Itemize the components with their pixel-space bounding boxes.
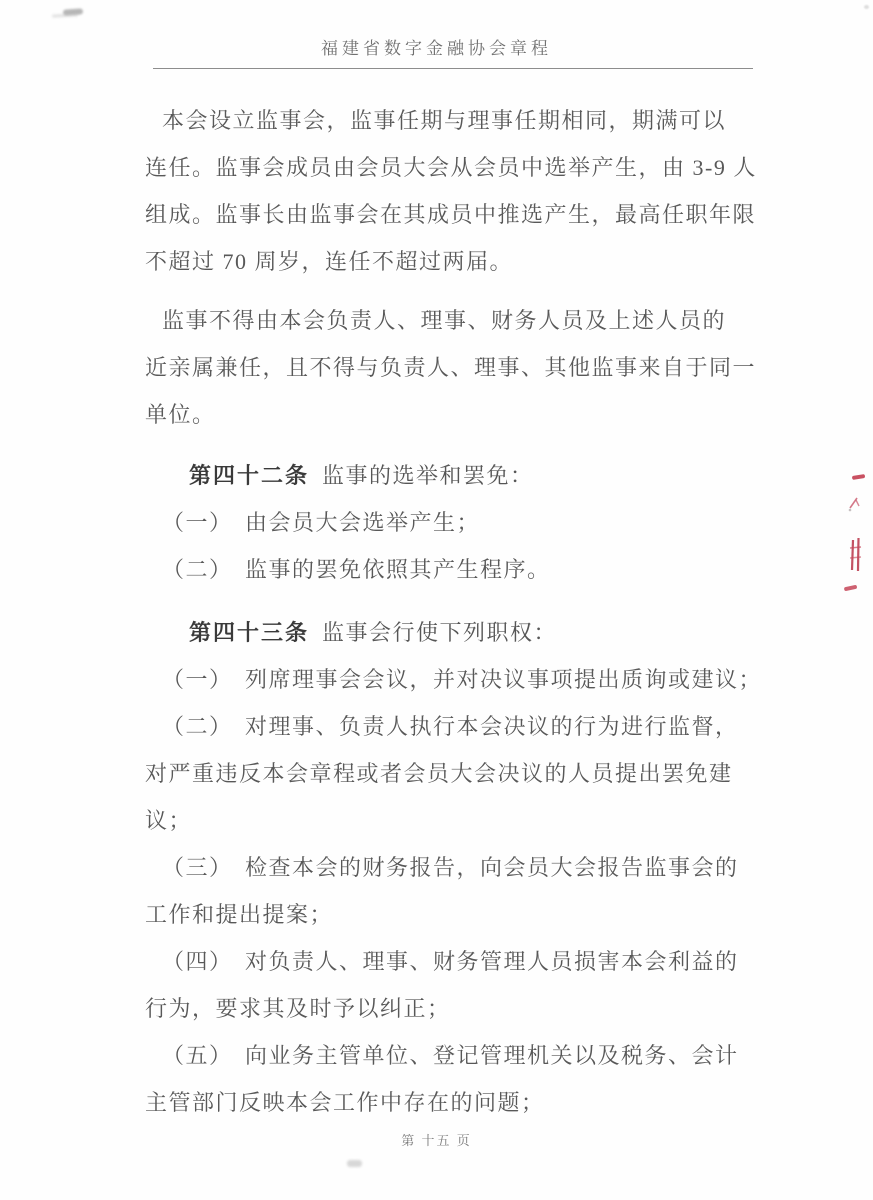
list-item-continuation: 工作和提出提案；	[145, 902, 334, 927]
article-number: 第四十二条	[189, 463, 310, 488]
paragraph-line: 单位。	[145, 402, 216, 427]
list-item: （四） 对负责人、理事、财务管理人员损害本会利益的	[162, 949, 739, 974]
paragraph-line: 近亲属兼任，且不得与负责人、理事、其他监事来自于同一	[145, 355, 757, 380]
scan-dot-icon	[864, 5, 869, 9]
list-item-continuation: 议；	[145, 808, 193, 833]
list-item-continuation: 主管部门反映本会工作中存在的问题；	[145, 1090, 545, 1115]
list-item: （三） 检查本会的财务报告，向会员大会报告监事会的	[162, 855, 739, 880]
list-item: （一） 列席理事会会议，并对决议事项提出质询或建议；	[162, 667, 763, 692]
page-footer	[0, 1130, 873, 1149]
paragraph-line: 监事不得由本会负责人、理事、财务人员及上述人员的	[162, 308, 727, 333]
red-ink-dash-icon	[844, 585, 857, 591]
article-heading	[145, 609, 761, 656]
document-body	[145, 97, 761, 1126]
article-number: 第四十三条	[189, 620, 310, 645]
paragraph-line: 本会设立监事会，监事任期与理事任期相同，期满可以	[162, 108, 727, 133]
list-item: （一） 由会员大会选举产生；	[162, 510, 481, 535]
paragraph-line: 组成。监事长由监事会在其成员中推选产生，最高任职年限	[145, 202, 757, 227]
scan-smudge-icon	[52, 13, 78, 17]
article-title: 监事的选举和罢免：	[322, 463, 534, 488]
list-item: （二） 监事的罢免依照其产生程序。	[162, 557, 551, 582]
red-ink-dash-icon	[852, 474, 865, 479]
document-title: 福建省数字金融协会章程	[321, 39, 552, 58]
header-rule	[153, 68, 753, 69]
list-item: （二） 对理事、负责人执行本会决议的行为进行监督，	[162, 714, 739, 739]
article-heading	[145, 452, 761, 499]
red-ink-scribble-icon	[846, 492, 866, 516]
list-item-continuation: 对严重违反本会章程或者会员大会决议的人员提出罢免建	[145, 761, 733, 786]
page-number: 第 十五 页	[401, 1133, 472, 1148]
paragraph-line: 不超过 70 周岁，连任不超过两届。	[145, 249, 514, 274]
list-item: （五） 向业务主管单位、登记管理机关以及税务、会计	[162, 1043, 739, 1068]
article-title: 监事会行使下列职权：	[322, 620, 558, 645]
red-ink-strokes-icon	[848, 537, 864, 575]
paragraph-line: 连任。监事会成员由会员大会从会员中选举产生，由 3-9 人	[145, 155, 757, 180]
list-item-continuation: 行为，要求其及时予以纠正；	[145, 996, 451, 1021]
scan-smudge-icon	[347, 1160, 362, 1167]
